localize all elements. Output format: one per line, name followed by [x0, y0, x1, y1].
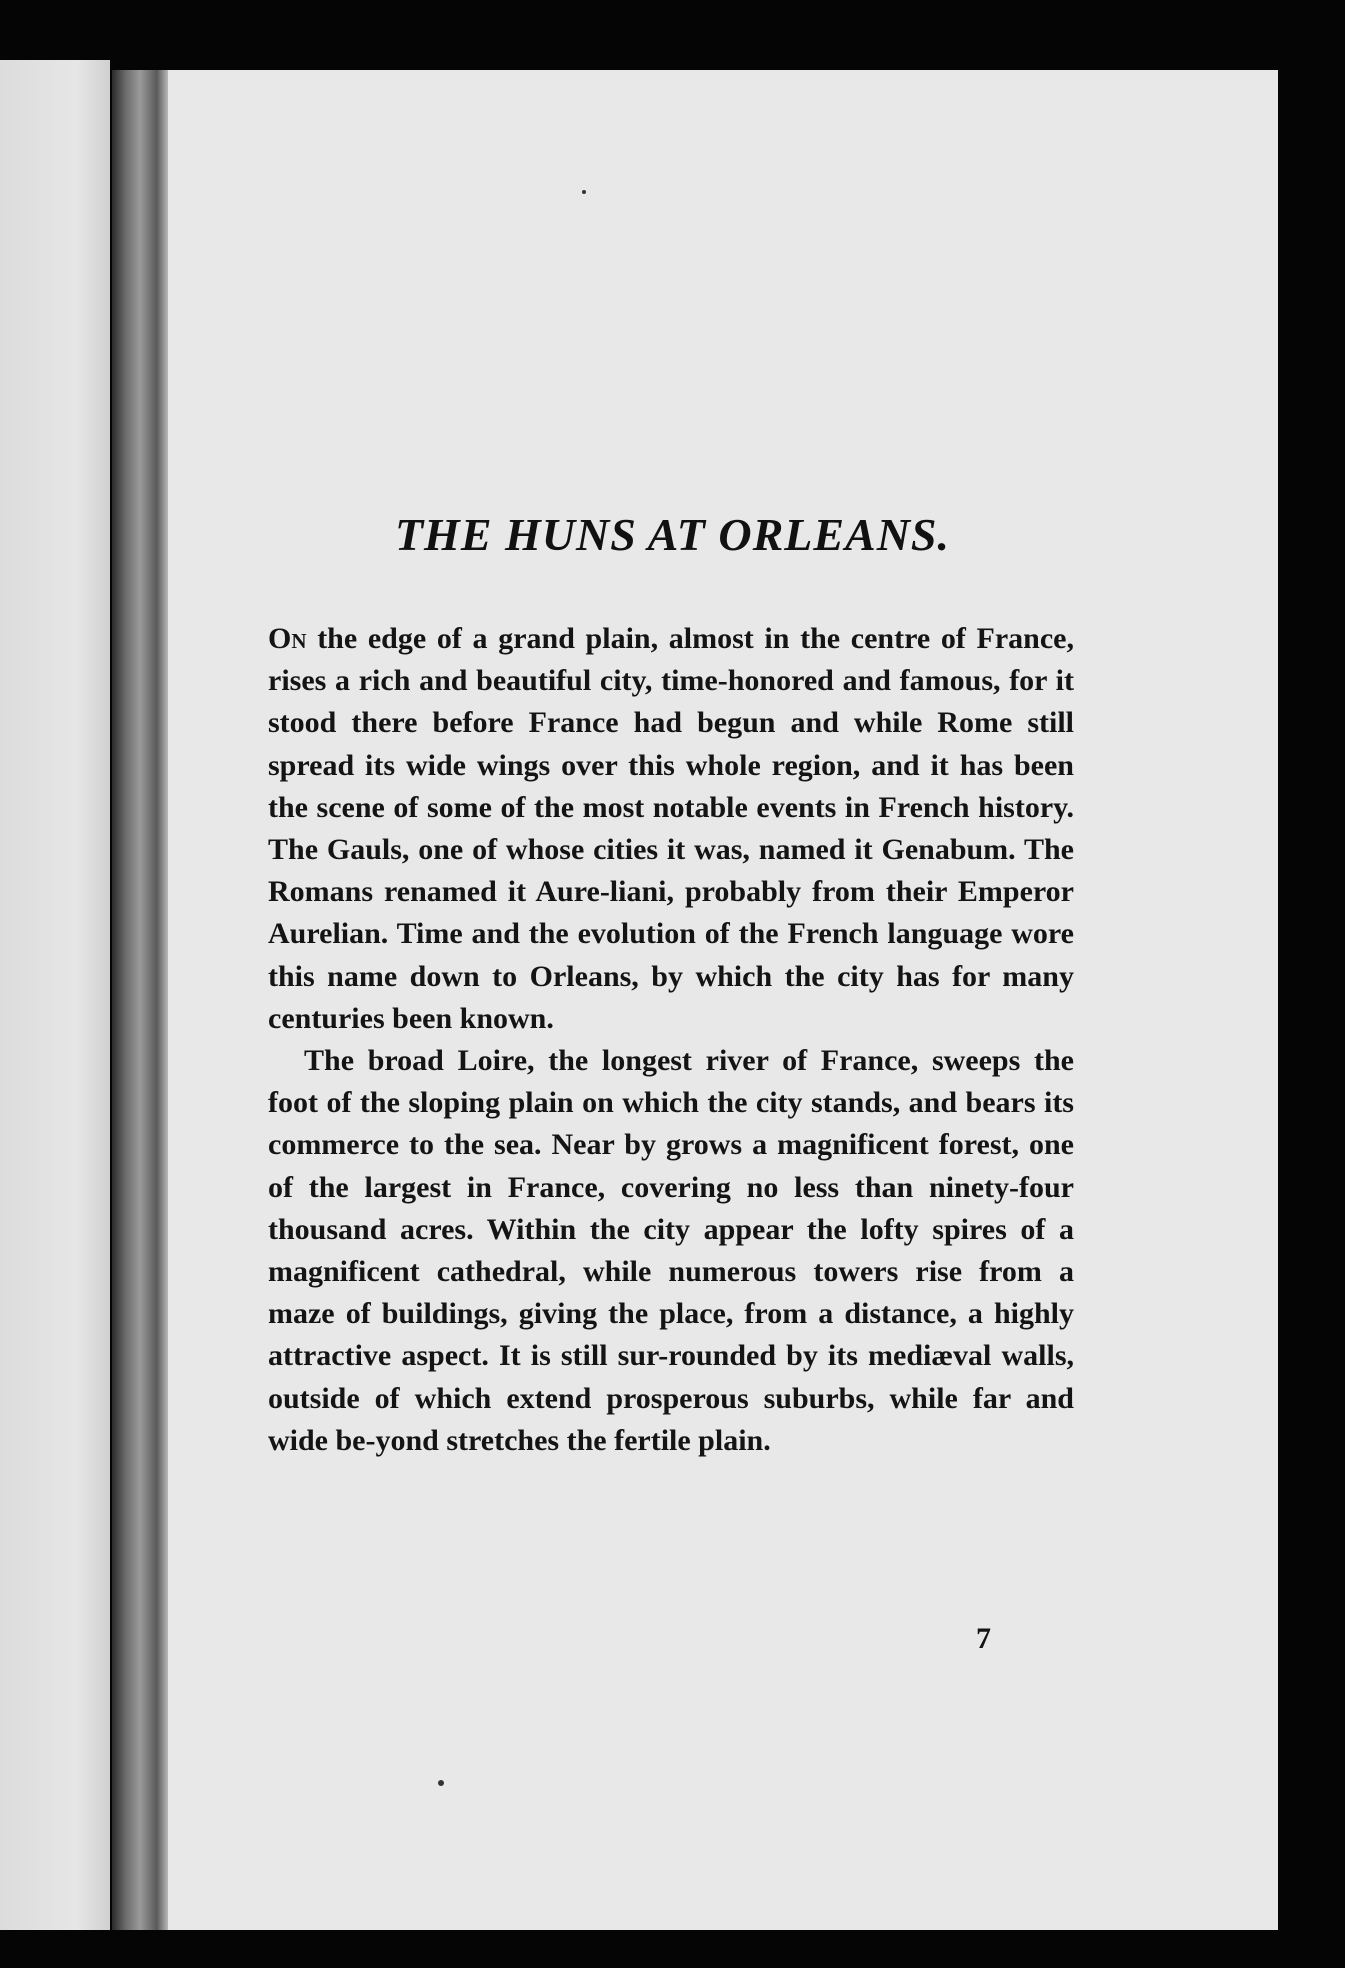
paragraph-1-dropcap: On [268, 622, 307, 655]
book-spine [112, 70, 168, 1930]
dust-speck [438, 1780, 444, 1786]
page-number: 7 [976, 1622, 991, 1655]
paragraph-2: The broad Loire, the longest river of France, sweeps the foot of the sloping plain on which the city stands, and bears its commerce to the sea. Near by grows a magnificent forest, one of the largest in France, covering no less than ninety-four thousand acres. Within the city appear the lofty spires of a magnificent cathedral, while numerous towers rise from a maze of buildings, giving the place, from a distance, a highly attractive aspect. It is still sur-rounded by its mediæval walls, outside of which extend prosperous suburbs, while far and wide be-yond stretches the fertile plain. [268, 1044, 1074, 1457]
facing-page-edge [0, 60, 110, 1930]
dust-speck [582, 190, 586, 194]
paragraph-1-text: the edge of a grand plain, almost in the centre of France, rises a rich and beautiful city, time-honored and famous, for it stood there before France had begun and while Rome still spread its wide wings over this whole region, and it has been the scene of some of the most notable events in French history. The Gauls, one of whose cities it was, named it Genabum. The Romans renamed it Aure-liani, probably from their Emperor Aurelian. Time and the evolution of the French language wore this name down to Orleans, by which the city has for many centuries been known. [268, 622, 1074, 1035]
body-text [268, 618, 1074, 1462]
paragraph-1 [268, 618, 1074, 1040]
chapter-title: THE HUNS AT ORLEANS. [394, 509, 951, 560]
